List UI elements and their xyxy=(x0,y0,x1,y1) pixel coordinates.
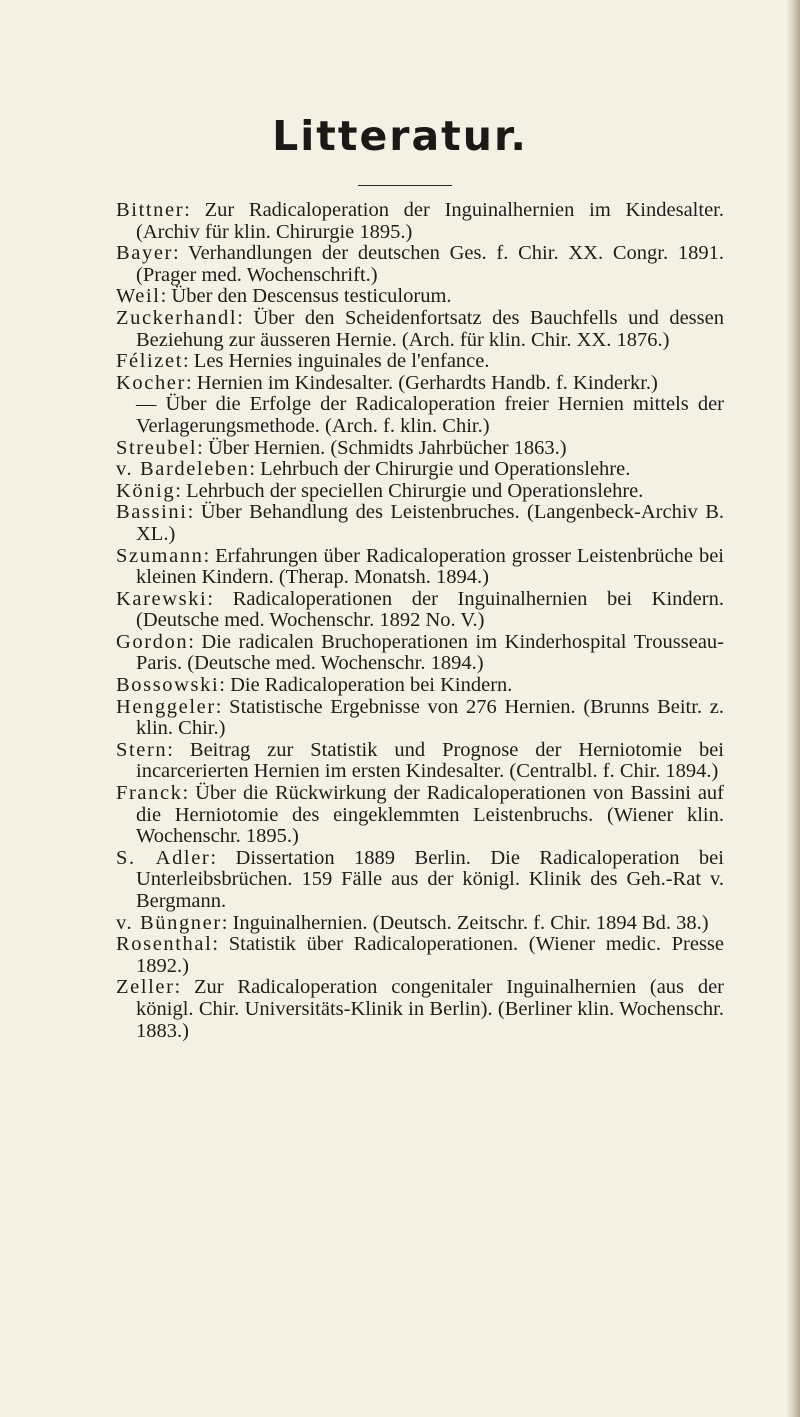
reference-author: Gordon xyxy=(116,630,189,653)
reference-text: : Erfahrungen über Radicaloperation grosser Leistenbrüche bei kleinen Kindern. (Therap. Monatsh. 1894.) xyxy=(136,544,724,589)
reference-text: : Über Behandlung des Leistenbruches. (Langenbeck-Archiv B. XL.) xyxy=(136,501,724,545)
reference-author: Stern xyxy=(116,738,168,761)
reference-author: Zeller xyxy=(116,976,175,999)
reference-author: Weil xyxy=(116,285,161,308)
reference-item xyxy=(116,977,724,1042)
reference-text: : Beitrag zur Statistik und Prognose der Herniotomie bei incarcerierten Hernien im ersten Kindesalter. (Centralbl. f. Chir. 1894.) xyxy=(136,738,724,783)
reference-item xyxy=(116,459,724,481)
reference-item xyxy=(116,848,724,913)
reference-item xyxy=(116,740,724,783)
reference-text: : Lehrbuch der Chirurgie und Operationslehre. xyxy=(249,458,631,481)
reference-item xyxy=(116,913,724,935)
reference-author: Rosenthal xyxy=(116,933,213,956)
reference-author: Franck xyxy=(116,782,183,805)
reference-text: : Hernien im Kindesalter. (Gerhardts Handb. f. Kinderkr.) xyxy=(185,371,658,394)
reference-item xyxy=(116,308,724,351)
reference-author: Zuckerhandl xyxy=(116,306,238,329)
reference-author: v. Büngner xyxy=(116,911,222,934)
reference-author: Kocher xyxy=(116,371,186,394)
reference-item xyxy=(116,697,724,740)
reference-text: : Inguinalhernien. (Deutsch. Zeitschr. f. Chir. 1894 Bd. 38.) xyxy=(221,911,709,934)
reference-text: : Über Hernien. (Schmidts Jahrbücher 1863.) xyxy=(197,436,567,459)
reference-item xyxy=(116,934,724,977)
reference-author: Szumann xyxy=(116,544,204,567)
reference-author: Bassini xyxy=(116,501,188,524)
reference-item xyxy=(116,546,724,589)
reference-item xyxy=(116,438,724,460)
reference-text: : Die radicalen Bruchoperationen im Kinderhospital Trousseau-Paris. (Deutsche med. Wochenschr. 1894.) xyxy=(136,630,724,675)
reference-text: : Verhandlungen der deutschen Ges. f. Chir. XX. Congr. 1891. (Prager med. Wochenschrift.) xyxy=(136,242,724,286)
reference-author: König xyxy=(116,479,176,502)
reference-author: Bossowski xyxy=(116,674,220,697)
reference-item xyxy=(116,481,724,503)
reference-item xyxy=(116,632,724,675)
reference-text: : Les Hernies inguinales de l'enfance. xyxy=(182,350,490,373)
reference-item xyxy=(116,675,724,697)
reference-item xyxy=(116,373,724,395)
reference-author: Karewski xyxy=(116,587,208,610)
reference-text: : Statistik über Radicaloperationen. (Wiener medic. Presse 1892.) xyxy=(136,933,724,977)
reference-item xyxy=(116,589,724,632)
reference-item xyxy=(116,783,724,848)
reference-text: : Über den Descensus testiculorum. xyxy=(160,285,452,308)
reference-text: : Zur Radicaloperation congenitaler Inguinalhernien (aus der königl. Chir. Universitäts-Klinik in Berlin). (Berliner klin. Wochenschr. 1883.) xyxy=(136,976,724,1042)
reference-list xyxy=(116,200,724,1042)
reference-text: : Lehrbuch der speciellen Chirurgie und Operationslehre. xyxy=(175,479,644,502)
reference-text: : Über die Rückwirkung der Radicaloperationen von Bassini auf die Herniotomie des eingeklemmten Leistenbruchs. (Wiener klin. Wochenschr. 1895.) xyxy=(136,782,724,848)
reference-author: Bittner xyxy=(116,199,185,221)
reference-text: : Dissertation 1889 Berlin. Die Radicaloperation bei Unterleibsbrüchen. 159 Fälle aus der königl. Klinik des Geh.-Rat v. Bergmann. xyxy=(136,846,724,912)
page-edge-shadow xyxy=(786,0,800,1417)
reference-item xyxy=(116,394,724,437)
reference-item xyxy=(116,286,724,308)
title-rule xyxy=(358,185,452,186)
reference-text: : Statistische Ergebnisse von 276 Hernien. (Brunns Beitr. z. klin. Chir.) xyxy=(136,695,724,740)
reference-author: Bayer xyxy=(116,242,173,265)
reference-item xyxy=(116,200,724,243)
reference-author: Streubel xyxy=(116,436,198,459)
reference-item xyxy=(116,351,724,373)
reference-author: v. Bardeleben xyxy=(116,458,250,481)
reference-text: : Zur Radicaloperation der Inguinalhernien im Kindesalter. (Archiv für klin. Chirurgie 1895.) xyxy=(136,199,724,243)
reference-author: Félizet xyxy=(116,350,183,373)
page-title: Litteratur. xyxy=(272,112,528,160)
reference-author: Henggeler xyxy=(116,695,216,718)
reference-text: : Radicaloperationen der Inguinalhernien bei Kindern. (Deutsche med. Wochenschr. 1892 No. V.) xyxy=(136,587,724,632)
reference-text: : Über den Scheidenfortsatz des Bauchfells und dessen Beziehung zur äusseren Hernie. (Arch. für klin. Chir. XX. 1876.) xyxy=(136,306,724,351)
reference-item xyxy=(116,502,724,545)
reference-author: S. Adler xyxy=(116,846,211,869)
reference-text: : Die Radicaloperation bei Kindern. xyxy=(219,674,513,697)
reference-text: — Über die Erfolge der Radicaloperation freier Hernien mittels der Verlagerungsmethode. (Arch. f. klin. Chir.) xyxy=(136,393,724,437)
reference-item xyxy=(116,243,724,286)
